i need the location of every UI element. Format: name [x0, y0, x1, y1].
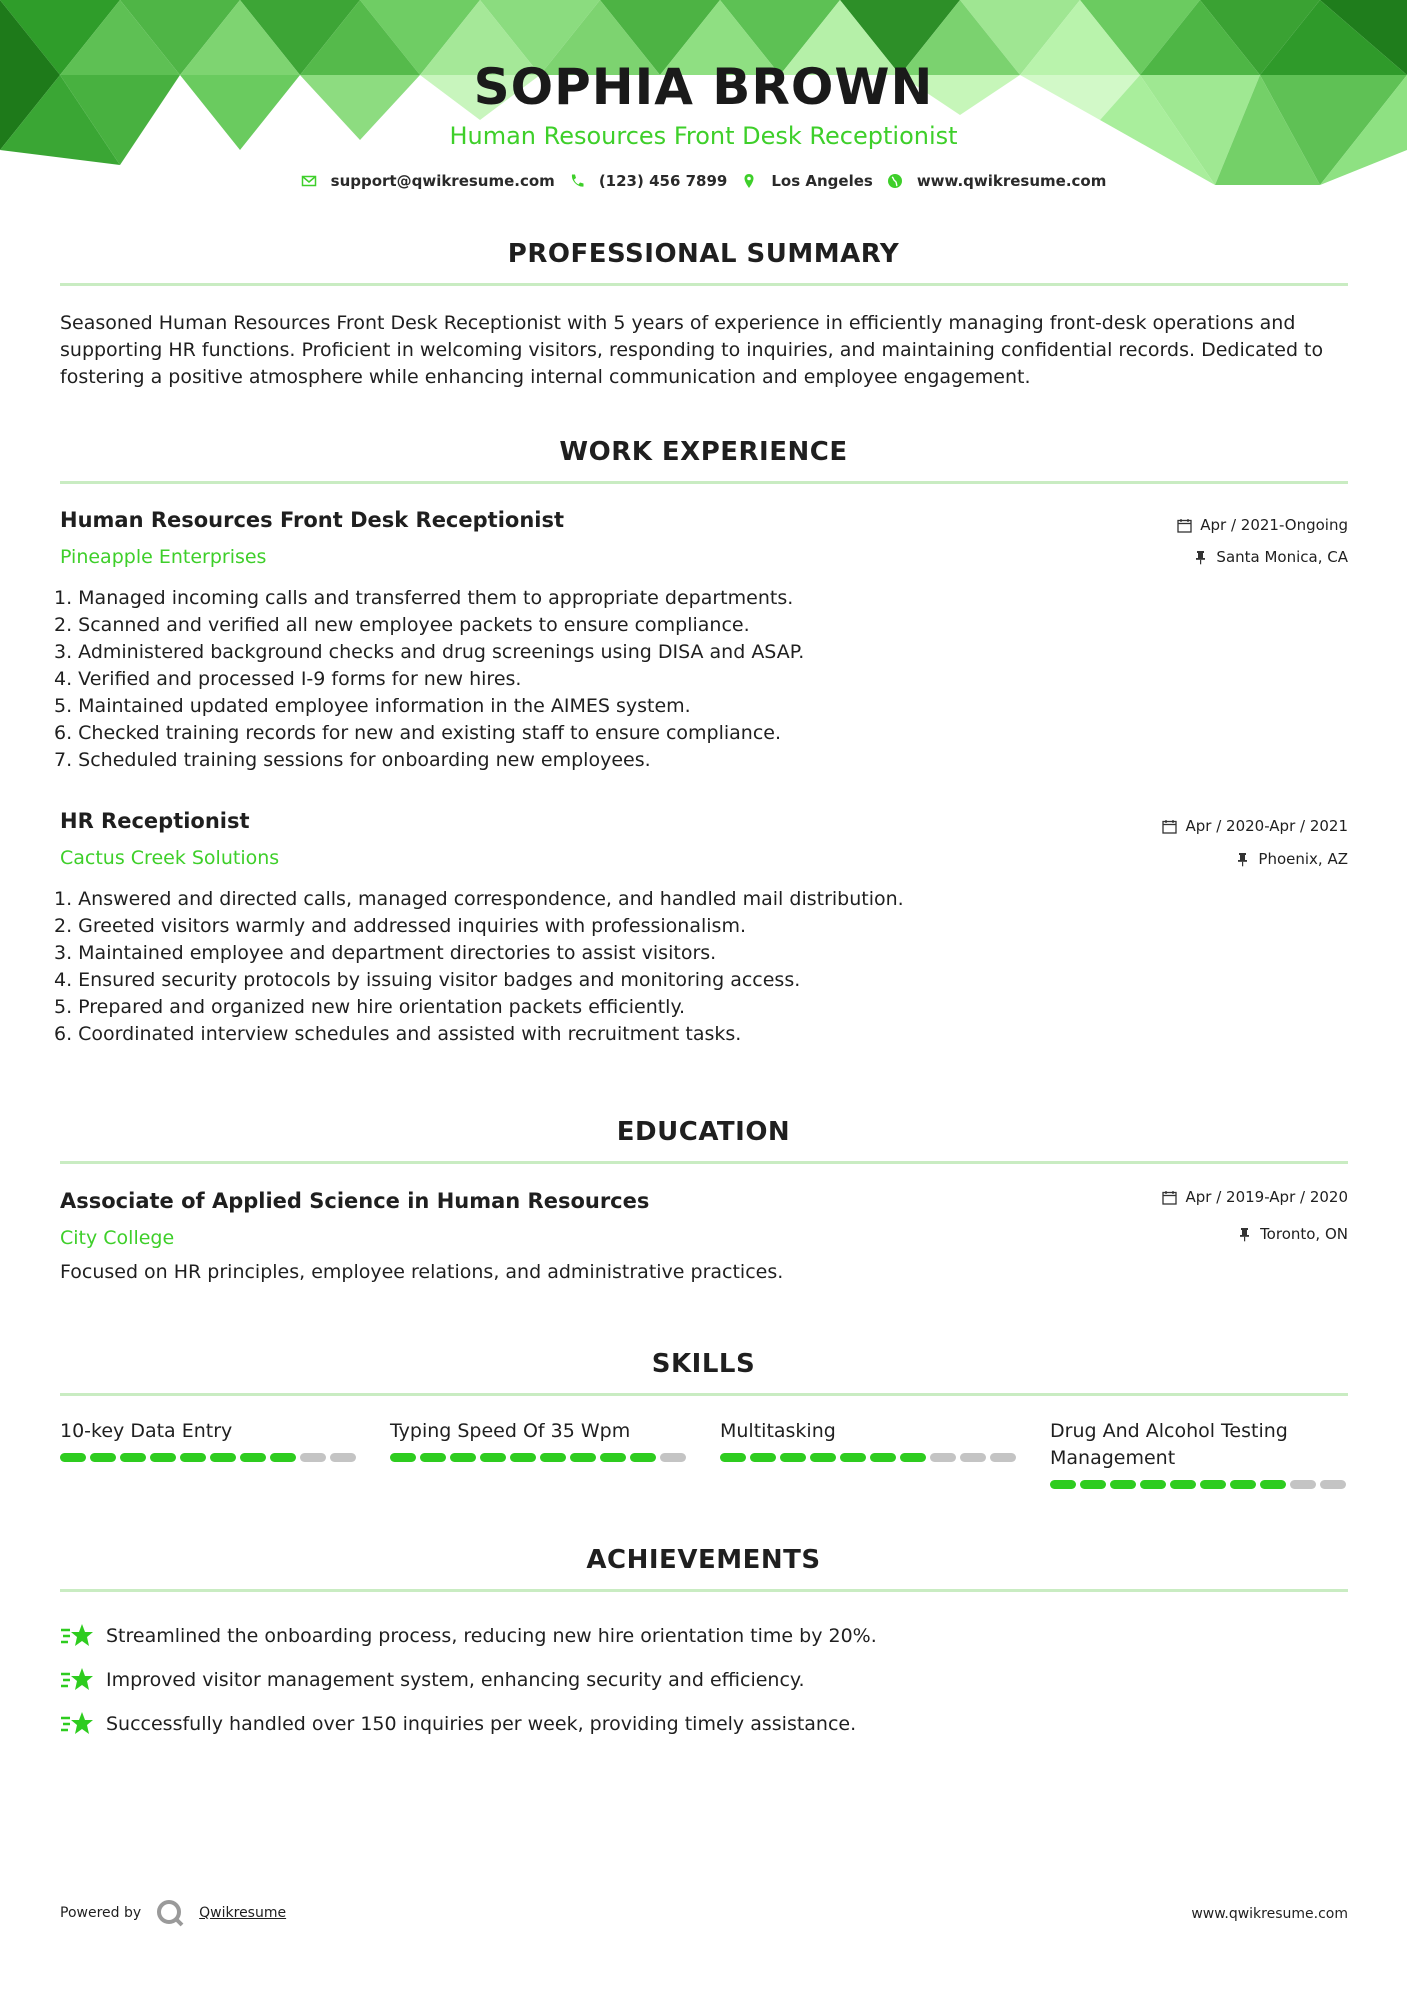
achievement-text: Successfully handled over 150 inquiries per week, providing timely assistance.	[106, 1713, 857, 1735]
qwikresume-logo-icon	[155, 1898, 185, 1928]
company-name-1: Pineapple Enterprises	[60, 546, 267, 568]
contact-phone[interactable]	[569, 172, 728, 190]
calendar-icon	[1177, 518, 1192, 533]
skill-item	[390, 1418, 690, 1489]
calendar-icon	[1162, 1190, 1177, 1205]
section-title-education: EDUCATION	[616, 1117, 791, 1147]
shooting-star-icon	[60, 1665, 94, 1695]
list-item: 3. Administered background checks and drug screenings using DISA and ASAP.	[54, 641, 805, 663]
skill-item	[720, 1418, 1020, 1489]
section-title-summary: PROFESSIONAL SUMMARY	[507, 239, 900, 269]
job-bullets-1	[54, 585, 804, 774]
job-title-1: Human Resources Front Desk Receptionist	[60, 508, 565, 532]
section-divider	[60, 1161, 1348, 1164]
skill-segment-empty	[990, 1453, 1016, 1462]
list-item: 6. Coordinated interview schedules and assisted with recruitment tasks.	[54, 1023, 742, 1045]
job-location-text: Santa Monica, CA	[1216, 548, 1348, 566]
skill-segment-empty	[930, 1453, 956, 1462]
skill-segment-filled	[780, 1453, 806, 1462]
contact-bar	[0, 172, 1407, 190]
pushpin-icon	[1237, 1227, 1252, 1242]
candidate-name: SOPHIA BROWN	[473, 58, 934, 116]
pushpin-icon	[1193, 550, 1208, 565]
section-divider	[60, 283, 1348, 286]
skill-segment-filled	[1110, 1480, 1136, 1489]
skill-segment-filled	[900, 1453, 926, 1462]
skill-segment-filled	[720, 1453, 746, 1462]
skill-name: 10-key Data Entry	[60, 1420, 233, 1442]
degree-title: Associate of Applied Science in Human Resources	[60, 1189, 650, 1213]
skill-level-bar	[720, 1453, 1020, 1462]
powered-by-label: Powered by	[60, 1905, 142, 1921]
skill-level-bar	[390, 1453, 690, 1462]
education-dates	[1162, 1188, 1348, 1206]
skill-level-bar	[60, 1453, 360, 1462]
list-item: 5. Maintained updated employee information in the AIMES system.	[54, 695, 691, 717]
shooting-star-icon	[60, 1709, 94, 1739]
skill-segment-filled	[270, 1453, 296, 1462]
job-title-2: HR Receptionist	[60, 809, 250, 833]
skill-name: Multitasking	[720, 1420, 836, 1442]
section-title-achievements: ACHIEVEMENTS	[586, 1545, 821, 1575]
brand-link[interactable]: Qwikresume	[199, 1905, 287, 1921]
contact-location	[741, 172, 872, 190]
skill-segment-filled	[600, 1453, 626, 1462]
section-title-experience: WORK EXPERIENCE	[559, 437, 848, 467]
skill-segment-filled	[540, 1453, 566, 1462]
school-name: City College	[60, 1227, 175, 1249]
map-marker-icon	[741, 173, 757, 189]
skills-list	[60, 1418, 1350, 1489]
skill-name: Typing Speed Of 35 Wpm	[390, 1420, 631, 1442]
list-item: 2. Greeted visitors warmly and addressed inquiries with professionalism.	[54, 915, 746, 937]
skill-segment-filled	[420, 1453, 446, 1462]
skill-segment-filled	[750, 1453, 776, 1462]
footer-website[interactable]: www.qwikresume.com	[1191, 1906, 1348, 1922]
skill-segment-empty	[660, 1453, 686, 1462]
skill-segment-filled	[1230, 1480, 1256, 1489]
achievements-list	[60, 1614, 1350, 1746]
skill-item	[60, 1418, 360, 1489]
calendar-icon	[1162, 819, 1177, 834]
skill-segment-empty	[1290, 1480, 1316, 1489]
skill-segment-filled	[1200, 1480, 1226, 1489]
skill-segment-filled	[840, 1453, 866, 1462]
list-item: 2. Scanned and verified all new employee packets to ensure compliance.	[54, 614, 750, 636]
globe-icon	[887, 173, 903, 189]
summary-text: Seasoned Human Resources Front Desk Receptionist with 5 years of experience in efficiently managing front-desk operations and supporting HR functions. Proficient in welcoming visitors, responding to inquiries, and maintaining confidential records. Dedicated to fostering a positive atmosphere while enhancing internal communication and employee engagement.	[60, 312, 1324, 388]
list-item: 1. Answered and directed calls, managed correspondence, and handled mail distribution.	[54, 888, 904, 910]
email-text: support@qwikresume.com	[330, 172, 555, 190]
contact-website[interactable]	[887, 172, 1107, 190]
list-item: 3. Maintained employee and department directories to assist visitors.	[54, 942, 717, 964]
skill-segment-filled	[1260, 1480, 1286, 1489]
company-name-2: Cactus Creek Solutions	[60, 847, 280, 869]
skill-segment-filled	[810, 1453, 836, 1462]
skill-segment-filled	[570, 1453, 596, 1462]
list-item: 6. Checked training records for new and existing staff to ensure compliance.	[54, 722, 782, 744]
skill-segment-filled	[240, 1453, 266, 1462]
list-item: 4. Ensured security protocols by issuing visitor badges and monitoring access.	[54, 969, 801, 991]
job-location-1	[1193, 548, 1348, 566]
skill-segment-filled	[90, 1453, 116, 1462]
section-divider	[60, 1393, 1348, 1396]
section-divider	[60, 481, 1348, 484]
skill-level-bar	[1050, 1480, 1350, 1489]
website-text: www.qwikresume.com	[916, 172, 1107, 190]
job-title: Human Resources Front Desk Receptionist	[449, 122, 958, 150]
education-location-text: Toronto, ON	[1260, 1225, 1348, 1243]
skill-segment-filled	[180, 1453, 206, 1462]
job-dates-1	[1177, 516, 1348, 534]
pushpin-icon	[1235, 852, 1250, 867]
education-location	[1237, 1225, 1348, 1243]
contact-email[interactable]	[301, 172, 555, 190]
skill-segment-empty	[960, 1453, 986, 1462]
phone-text: (123) 456 7899	[598, 172, 728, 190]
skill-segment-filled	[1170, 1480, 1196, 1489]
skill-segment-filled	[1080, 1480, 1106, 1489]
section-title-skills: SKILLS	[651, 1349, 756, 1379]
job-bullets-2	[54, 886, 904, 1048]
skill-segment-filled	[1140, 1480, 1166, 1489]
phone-icon	[569, 173, 585, 189]
skill-segment-empty	[1320, 1480, 1346, 1489]
skill-segment-filled	[390, 1453, 416, 1462]
achievement-text: Streamlined the onboarding process, reducing new hire orientation time by 20%.	[106, 1625, 877, 1647]
location-text: Los Angeles	[771, 172, 873, 190]
job-location-text: Phoenix, AZ	[1258, 850, 1348, 868]
skill-segment-filled	[120, 1453, 146, 1462]
job-dates-text: Apr / 2020-Apr / 2021	[1185, 817, 1348, 835]
achievement-text: Improved visitor management system, enhancing security and efficiency.	[106, 1669, 805, 1691]
envelope-icon	[301, 173, 317, 189]
footer-powered-by	[60, 1898, 286, 1928]
achievement-item	[60, 1702, 1350, 1746]
skill-item	[1050, 1418, 1350, 1489]
skill-segment-filled	[150, 1453, 176, 1462]
shooting-star-icon	[60, 1621, 94, 1651]
skill-segment-filled	[1050, 1480, 1076, 1489]
achievement-item	[60, 1658, 1350, 1702]
skill-segment-filled	[870, 1453, 896, 1462]
education-description: Focused on HR principles, employee relations, and administrative practices.	[60, 1261, 784, 1283]
job-dates-text: Apr / 2021-Ongoing	[1200, 516, 1348, 534]
achievement-item	[60, 1614, 1350, 1658]
job-location-2	[1235, 850, 1348, 868]
section-divider	[60, 1589, 1348, 1592]
list-item: 4. Verified and processed I-9 forms for new hires.	[54, 668, 522, 690]
skill-segment-filled	[630, 1453, 656, 1462]
skill-name: Drug And Alcohol Testing Management	[1050, 1420, 1288, 1469]
job-dates-2	[1162, 817, 1348, 835]
list-item: 5. Prepared and organized new hire orientation packets efficiently.	[54, 996, 686, 1018]
skill-segment-filled	[60, 1453, 86, 1462]
skill-segment-filled	[210, 1453, 236, 1462]
skill-segment-filled	[450, 1453, 476, 1462]
list-item: 7. Scheduled training sessions for onboarding new employees.	[54, 749, 651, 771]
skill-segment-empty	[330, 1453, 356, 1462]
skill-segment-filled	[480, 1453, 506, 1462]
skill-segment-filled	[510, 1453, 536, 1462]
skill-segment-empty	[300, 1453, 326, 1462]
education-dates-text: Apr / 2019-Apr / 2020	[1185, 1188, 1348, 1206]
list-item: 1. Managed incoming calls and transferred them to appropriate departments.	[54, 587, 794, 609]
